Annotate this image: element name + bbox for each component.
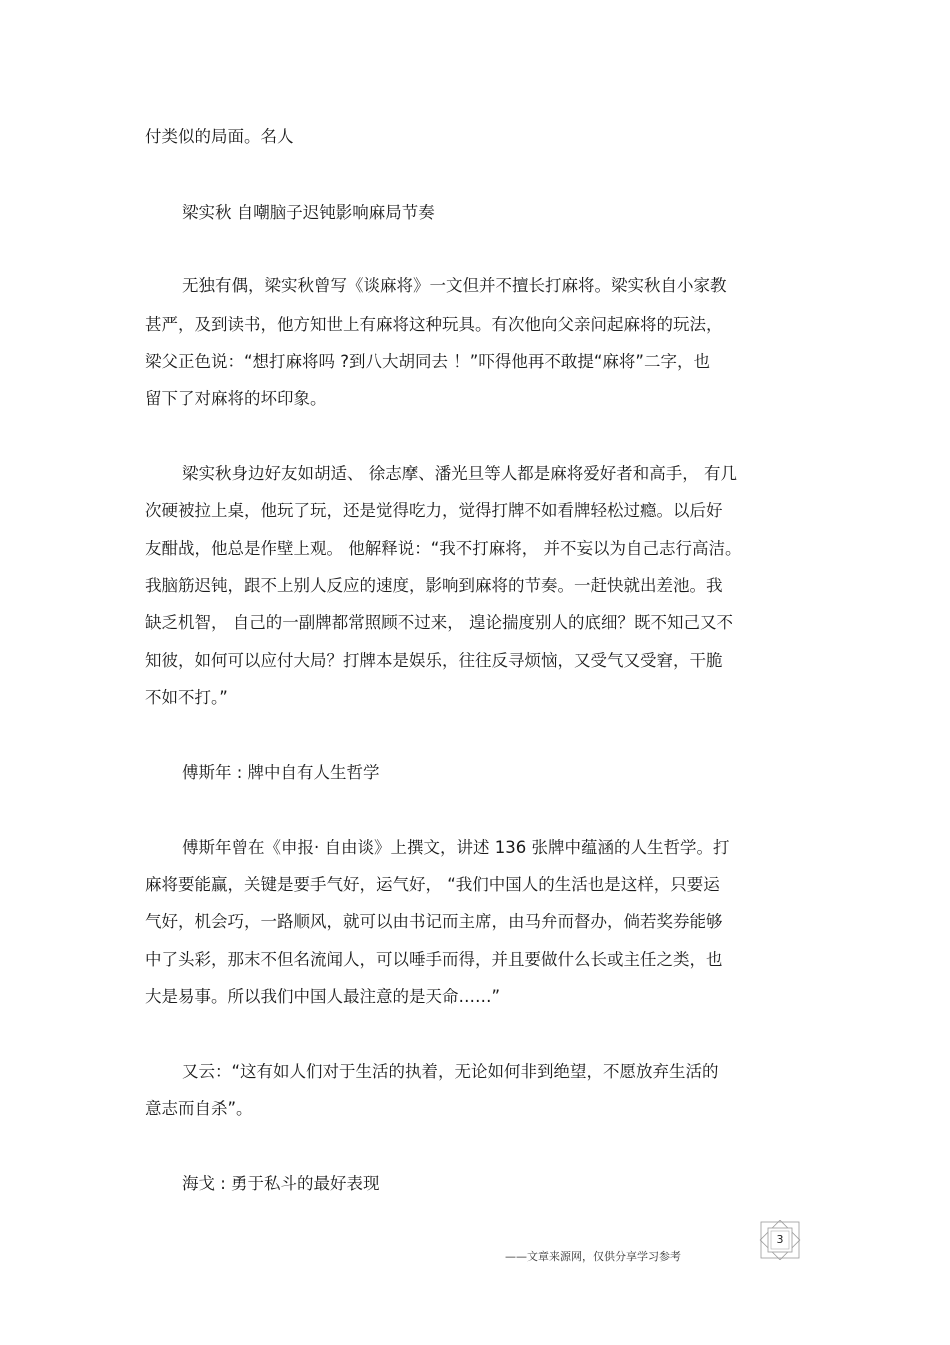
page-number-badge	[757, 1220, 803, 1260]
section-heading: 海戈 : 勇于私斗的最好表现	[182, 1174, 380, 1193]
text-line: 无独有偶，梁实秋曾写《谈麻将》一文但并不擅长打麻将。梁实秋自小家教	[182, 276, 727, 295]
text-line: 不如不打。”	[145, 688, 228, 707]
text-line: 气好，机会巧，一路顺风，就可以由书记而主席，由马弁而督办，倘若奖券能够	[145, 912, 723, 931]
text-line: 友酣战，他总是作壁上观。 他解释说：“我不打麻将， 并不妄以为自己志行高洁。	[145, 539, 742, 558]
text-line: 麻将要能赢，关键是要手气好，运气好， “我们中国人的生活也是这样，只要运	[145, 875, 720, 894]
text-line: 中了头彩，那末不但名流闻人，可以唾手而得，并且要做什么长或主任之类，也	[145, 950, 723, 969]
text-line: 留下了对麻将的坏印象。	[145, 389, 327, 408]
text-line: 梁实秋身边好友如胡适、 徐志摩、潘光旦等人都是麻将爱好者和高手， 有几	[182, 464, 737, 483]
text-line: 知彼，如何可以应付大局？打牌本是娱乐，往往反寻烦恼，又受气又受窘，干脆	[145, 651, 723, 670]
text-line: 缺乏机智， 自己的一副牌都常照顾不过来， 遑论揣度别人的底细？既不知己又不	[145, 613, 733, 632]
page-number: 3	[776, 1233, 784, 1246]
text-line: 又云：“这有如人们对于生活的执着，无论如何非到绝望，不愿放弃生活的	[182, 1062, 719, 1081]
source-note: ——文章来源网，仅供分享学习参考	[505, 1250, 681, 1263]
section-heading: 傅斯年 : 牌中自有人生哲学	[182, 763, 380, 782]
section-heading: 梁实秋 自嘲脑子迟钝影响麻局节奏	[182, 203, 435, 222]
text-line: 大是易事。所以我们中国人最注意的是天命……”	[145, 987, 501, 1006]
text-line: 次硬被拉上桌，他玩了玩，还是觉得吃力，觉得打牌不如看牌轻松过瘾。以后好	[145, 501, 723, 520]
text-line: 付类似的局面。名人	[145, 127, 294, 146]
text-line: 甚严，及到读书，他方知世上有麻将这种玩具。有次他向父亲问起麻将的玩法，	[145, 315, 723, 334]
text-line: 梁父正色说：“想打麻将吗 ?到八大胡同去 ！”吓得他再不敢提“麻将”二字，也	[145, 352, 710, 371]
text-line: 我脑筋迟钝，跟不上别人反应的速度，影响到麻将的节奏。一赶快就出差池。我	[145, 576, 723, 595]
text-line: 傅斯年曾在《申报· 自由谈》上撰文，讲述 136 张牌中蕴涵的人生哲学。打	[182, 838, 730, 857]
text-line: 意志而自杀”。	[145, 1099, 253, 1118]
